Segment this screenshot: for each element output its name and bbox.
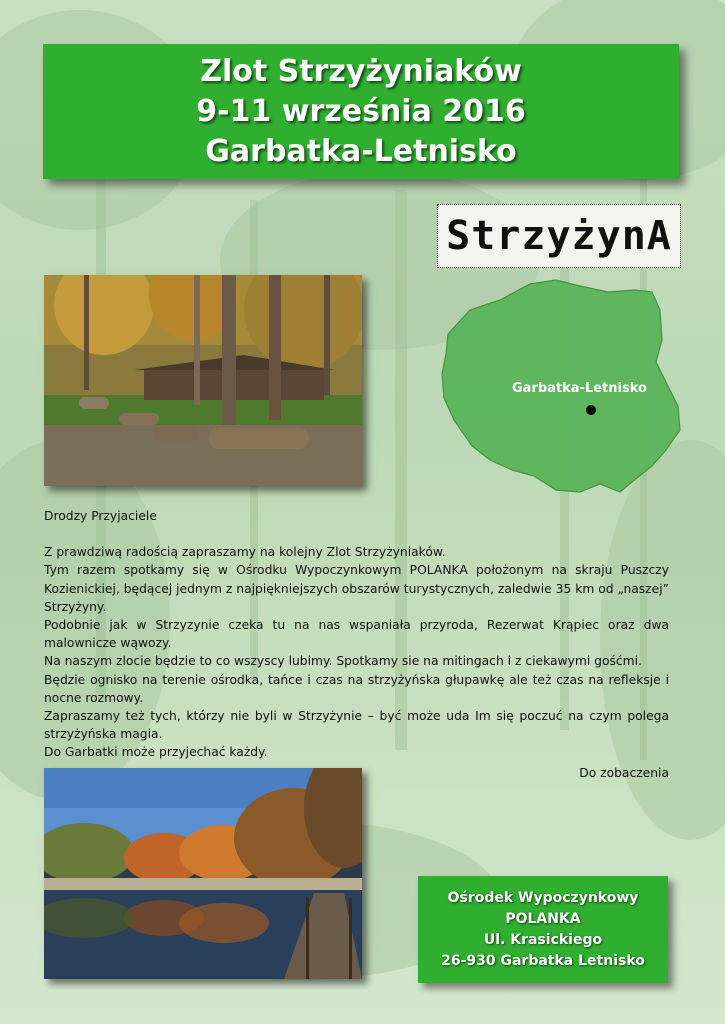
letter-paragraph: Na naszym zlocie będzie to co wszyscy lubimy. Spotkamy sie na mitingach i z ciekawymi gośćmi. bbox=[44, 654, 642, 669]
location-dot-icon bbox=[586, 405, 596, 415]
venue-postal: 26-930 Garbatka Letnisko bbox=[441, 952, 645, 969]
map-location-label: Garbatka-Letnisko bbox=[512, 381, 647, 396]
letter-greeting: Drodzy Przyjaciele bbox=[44, 509, 157, 523]
title-banner bbox=[43, 44, 679, 179]
letter-paragraph: Podobnie jak w Strzyzynie czeka tu na nas wspaniała przyroda, Rezerwat Krąpiec oraz dwa malownicze wąwozy. bbox=[44, 618, 669, 651]
event-location: Garbatka-Letnisko bbox=[205, 133, 517, 169]
event-title: Zlot Strzyżyniaków bbox=[200, 53, 522, 89]
letter-paragraph: Do Garbatki może przyjechać każdy. bbox=[44, 745, 268, 760]
camp-photo bbox=[44, 275, 362, 486]
letter-paragraph: Zapraszamy też tych, którzy nie byli w Strzyżynie – być może uda Im się poczuć na czym polega strzyżyńska magia. bbox=[44, 709, 669, 742]
letter-paragraph: Z prawdziwą radością zapraszamy na kolejny Zlot Strzyżyniaków. bbox=[44, 545, 446, 560]
letter-paragraph: Tym razem spotkamy się w Ośrodku Wypoczynkowym POLANKA położonym na skraju Puszczy Kozienickiej, będącej jednym z najpiękniejszych obszarów turystycznych, zaledwie 35 km od „naszej” Strzyżyny. bbox=[44, 563, 669, 614]
venue-street: Ul. Krasickiego bbox=[483, 931, 603, 948]
venue-name: Ośrodek Wypoczynkowy bbox=[447, 889, 639, 906]
letter-closing: Do zobaczenia bbox=[579, 765, 669, 780]
venue-brand: POLANKA bbox=[505, 910, 581, 927]
address-box bbox=[418, 876, 668, 983]
lake-photo bbox=[44, 768, 362, 979]
event-dates: 9-11 września 2016 bbox=[196, 93, 526, 129]
invitation-letter bbox=[44, 507, 669, 782]
letter-paragraph: Będzie ognisko na terenie ośrodka, tańce i czas na strzyżyńska głupawkę ale też czas na refleksje i nocne rozmowy. bbox=[44, 672, 669, 705]
strzyzyna-logo: StrzyżynA bbox=[437, 204, 681, 268]
